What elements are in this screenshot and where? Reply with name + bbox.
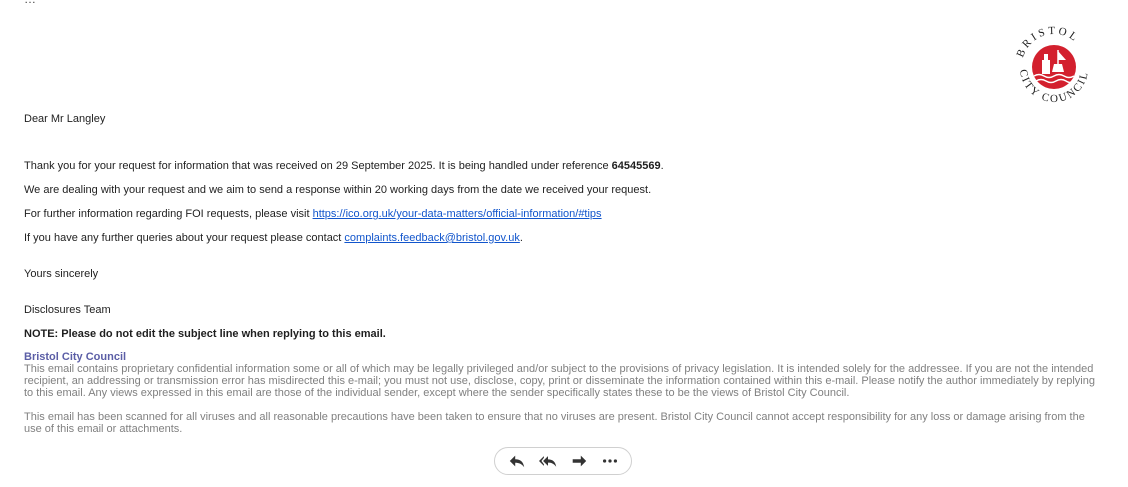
paragraph-contact	[24, 231, 523, 245]
paragraph-contact-end: .	[519, 232, 523, 244]
paragraph-foi-info	[24, 207, 602, 221]
reply-button[interactable]	[503, 450, 531, 472]
reply-all-button[interactable]	[534, 450, 562, 472]
message-action-toolbar	[494, 447, 632, 475]
subject-line-note: NOTE: Please do not edit the subject line when replying to this email.	[24, 328, 386, 340]
disclaimer-virus: This email has been scanned for all viruses and all reasonable precautions have been taken to ensure that no viruses are present. Bristol City Council cannot accept responsibility for any loss or damage arising from the use of this email or attachments.	[24, 411, 1085, 435]
paragraph-reference-text: Thank you for your request for information that was received on 29 September 2025. It is being handled under reference	[24, 160, 612, 172]
closing: Yours sincerely	[24, 268, 99, 280]
disclaimer-org: Bristol City Council	[24, 351, 127, 363]
paragraph-foi-text: For further information regarding FOI requests, please visit	[24, 208, 313, 220]
signature: Disclosures Team	[24, 304, 111, 316]
paragraph-reference-end: .	[660, 160, 664, 172]
bristol-city-council-logo	[1004, 20, 1104, 112]
disclaimer-confidentiality: This email contains proprietary confidential information some or all of which may be legally privileged and/or subject to the provisions of privacy legislation. It is intended solely for the addressee. If you are not the intended recipient, an addressing or transmission error has misdirected this e-mail; you must not use, disclose, copy, print or disseminate the information contained within this e-mail. Please notify the author immediately by replying to this email. Any views expressed in this email are those of the individual sender, except where the sender specifically states these to be the views of Bristol City Council.	[24, 363, 1095, 399]
paragraph-contact-text: If you have any further queries about your request please contact	[24, 232, 345, 244]
svg-text:BRISTOL: BRISTOL	[1014, 24, 1082, 60]
reply-all-icon	[539, 452, 557, 470]
forward-icon	[570, 452, 588, 470]
clipped-header-text	[24, 0, 36, 4]
forward-button[interactable]	[565, 450, 593, 472]
reference-number: 64545569	[611, 160, 661, 172]
more-actions-button[interactable]	[596, 450, 624, 472]
complaints-email-link[interactable]: complaints.feedback@bristol.gov.uk	[344, 232, 520, 244]
svg-text:CITY COUNCIL: CITY COUNCIL	[1016, 68, 1092, 106]
more-icon	[601, 452, 619, 470]
reply-icon	[508, 452, 526, 470]
disclaimer	[24, 351, 1104, 435]
paragraph-reference	[24, 159, 664, 173]
ico-link[interactable]: https://ico.org.uk/your-data-matters/official-information/#tips	[312, 208, 602, 220]
paragraph-response-time: We are dealing with your request and we aim to send a response within 20 working days from the date we received your request.	[24, 184, 652, 196]
greeting: Dear Mr Langley	[24, 113, 106, 125]
